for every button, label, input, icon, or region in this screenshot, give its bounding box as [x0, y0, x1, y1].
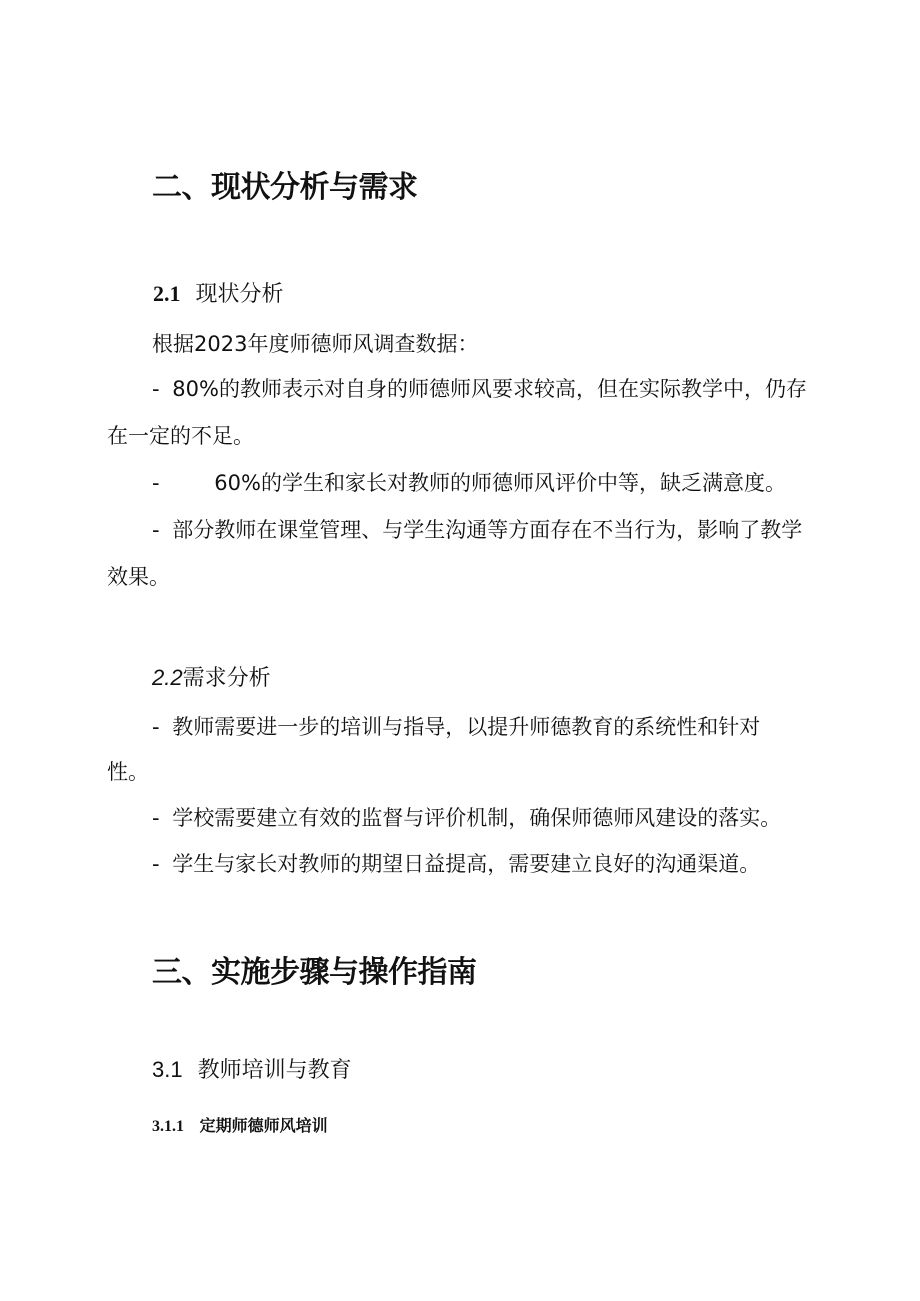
subsection-2-2-title: 需求分析 — [182, 666, 271, 691]
subsection-2-2-number: 2.2 — [152, 665, 183, 690]
subsection-3-1-1-heading — [152, 1118, 328, 1135]
subsection-2-1-number: 2.1 — [153, 281, 181, 306]
section-2-heading: 二、现状分析与需求 — [152, 170, 418, 205]
bullet-dash: - — [152, 471, 160, 495]
need-bullet-1-line-1: - 教师需要进一步的培训与指导，以提升师德教育的系统性和针对 — [152, 715, 761, 739]
need-bullet-1-line-2: 性。 — [107, 760, 149, 784]
intro-paragraph: 根据2023年度师德师风调查数据： — [152, 332, 479, 356]
bullet-dash: - — [152, 518, 160, 542]
bullet-3-line-2: 效果。 — [107, 565, 170, 589]
bullet-dash: - — [152, 852, 160, 876]
bullet-dash: - — [152, 715, 160, 739]
subsection-3-1-1-title: 定期师德师风培训 — [199, 1116, 328, 1135]
bullet-1-line-1: - 80%的教师表示对自身的师德师风要求较高，但在实际教学中，仍存 — [152, 377, 807, 401]
section-3-heading: 三、实施步骤与操作指南 — [152, 955, 477, 990]
bullet-dash: - — [152, 806, 160, 830]
subsection-3-1-title: 教师培训与教育 — [197, 1058, 352, 1083]
need-bullet-2: - 学校需要建立有效的监督与评价机制，确保师德师风建设的落实。 — [152, 806, 782, 830]
subsection-2-2-heading — [152, 667, 271, 690]
bullet-1-line-2: 在一定的不足。 — [107, 424, 254, 448]
subsection-3-1-number: 3.1 — [152, 1057, 183, 1082]
bullet-2: - 60%的学生和家长对教师的师德师风评价中等，缺乏满意度。 — [152, 471, 786, 495]
need-bullet-3: - 学生与家长对教师的期望日益提高，需要建立良好的沟通渠道。 — [152, 852, 761, 876]
bullet-3-line-1: - 部分教师在课堂管理、与学生沟通等方面存在不当行为，影响了教学 — [152, 518, 803, 542]
subsection-2-1-heading — [153, 283, 284, 306]
bullet-dash: - — [152, 377, 160, 401]
subsection-3-1-heading — [152, 1059, 352, 1082]
subsection-2-1-title: 现状分析 — [195, 282, 284, 307]
subsection-3-1-1-number: 3.1.1 — [152, 1118, 184, 1135]
